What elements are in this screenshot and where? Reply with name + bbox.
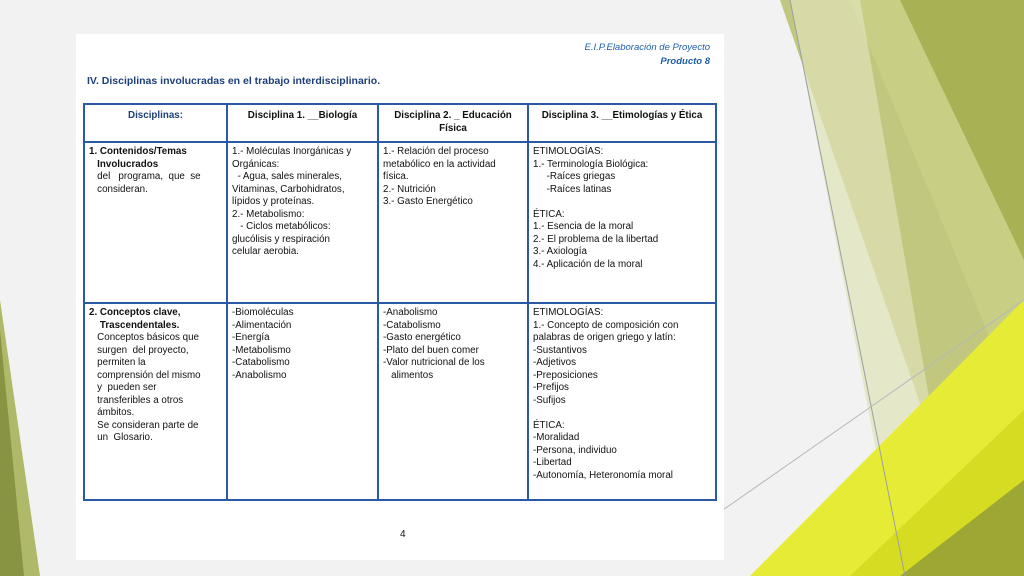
table-header-row <box>84 104 716 142</box>
header-project-title: E.I.P.Elaboración de Proyecto <box>584 42 710 53</box>
table-row <box>84 303 716 500</box>
document-page <box>76 34 724 560</box>
disciplines-table <box>83 103 717 501</box>
page-number: 4 <box>400 529 406 540</box>
header-product-label: Producto 8 <box>660 56 710 67</box>
cell-educacion-fisica-conceptos: -Anabolismo -Catabolismo -Gasto energético -Plato del buen comer -Valor nutricional de los alimentos <box>378 303 528 500</box>
cell-biologia-conceptos: -Biomoléculas -Alimentación -Energía -Metabolismo -Catabolismo -Anabolismo <box>227 303 378 500</box>
header-cell-disciplinas: Disciplinas: <box>84 104 227 142</box>
header-cell-disciplina-2: Disciplina 2. _ Educación Física <box>378 104 528 142</box>
header-cell-disciplina-1: Disciplina 1. __Biología <box>227 104 378 142</box>
section-title: IV. Disciplinas involucradas en el trabajo interdisciplinario. <box>87 75 381 87</box>
table-row <box>84 142 716 303</box>
cell-educacion-fisica-contenidos: 1.- Relación del proceso metabólico en la actividad física. 2.- Nutrición 3.- Gasto Energético <box>378 142 528 303</box>
cell-etimologias-etica-conceptos: ETIMOLOGÍAS: 1.- Concepto de composición con palabras de origen griego y latín: -Sustantivos -Adjetivos -Preposiciones -Prefijos -Sufijos ÉTICA: -Moralidad -Persona, individuo -Libertad -Autonomía, Heteronomía moral <box>528 303 716 500</box>
cell-etimologias-etica-contenidos: ETIMOLOGÍAS: 1.- Terminología Biológica: -Raíces griegas -Raíces latinas ÉTICA: 1.- Esencia de la moral 2.- El problema de la libertad 3.- Axiología 4.- Aplicación de la moral <box>528 142 716 303</box>
cell-biologia-contenidos: 1.- Moléculas Inorgánicas y Orgánicas: - Agua, sales minerales, Vitaminas, Carbohidratos, lípidos y proteínas. 2.- Metabolismo: - Ciclos metabólicos: glucólisis y respiración celular aerobia. <box>227 142 378 303</box>
header-cell-disciplina-3: Disciplina 3. __Etimologías y Ética <box>528 104 716 142</box>
row-label-conceptos-clave: 2. Conceptos clave, Trascendentales. Conceptos básicos que surgen del proyecto, permiten la comprensión del mismo y pueden ser transferibles a otros ámbitos. Se consideran parte de un Glosario. <box>84 303 227 500</box>
row-label-contenidos: 1. Contenidos/Temas Involucrados del programa, que se consideran. <box>84 142 227 303</box>
